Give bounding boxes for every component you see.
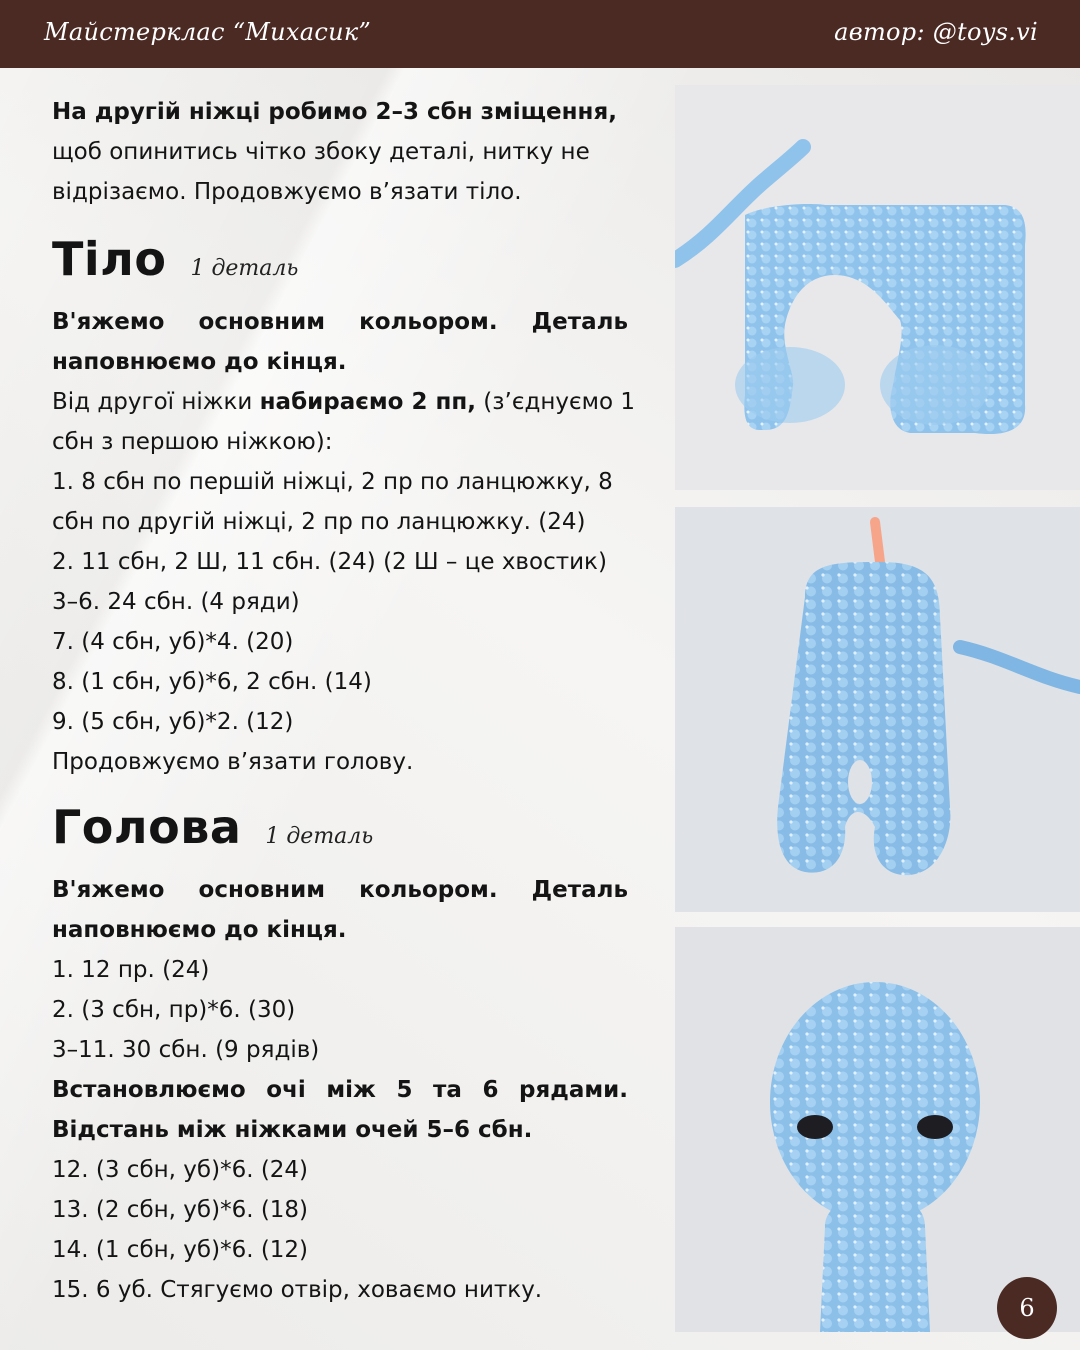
intro-line: щоб опинитись чітко збоку деталі, нитку не (52, 139, 590, 165)
page-header (0, 0, 1080, 68)
intro-bold-line: На другій ніжці робимо 2–3 сбн зміщення, (52, 99, 617, 125)
intro-line: відрізаємо. Продовжуємо в’язати тіло. (52, 179, 522, 205)
body-row: 7. (4 сбн, уб)*4. (20) (52, 629, 294, 655)
body-heading: Тіло (52, 232, 167, 286)
eyes-distance-note: Відстань між ніжками очей 5–6 сбн. (52, 1117, 533, 1143)
body-row: 3–6. 24 сбн. (4 ряди) (52, 589, 300, 615)
page-number-badge: 6 (997, 1277, 1057, 1339)
head-row: 14. (1 сбн, уб)*6. (12) (52, 1237, 309, 1263)
intro-paragraph (52, 92, 628, 212)
masterclass-title: Майстерклас “Михасик” (44, 18, 372, 46)
head-row: 12. (3 сбн, уб)*6. (24) (52, 1157, 309, 1183)
body-row: 8. (1 сбн, уб)*6, 2 сбн. (14) (52, 669, 372, 695)
head-color-note: В'яжемо основним кольором. Деталь (52, 877, 628, 903)
eyes-note: Встановлюємо очі між 5 та 6 рядами. (52, 1077, 628, 1103)
photo-body-with-tail (675, 507, 1080, 912)
head-heading-row (52, 800, 628, 870)
head-illustration (675, 927, 1080, 1332)
head-row: 1. 12 пр. (24) (52, 957, 210, 983)
instructions-column (52, 92, 635, 1310)
body-row: сбн по другій ніжці, 2 пр по ланцюжку. (24) (52, 509, 586, 535)
body-row: 1. 8 сбн по першій ніжці, 2 пр по ланцюжку, 8 (52, 469, 613, 495)
body-start-text: Від другої ніжки (52, 389, 260, 415)
head-row: 13. (2 сбн, уб)*6. (18) (52, 1197, 309, 1223)
body-heading-row (52, 232, 628, 302)
body-row: 9. (5 сбн, уб)*2. (12) (52, 709, 294, 735)
author-handle: автор: @toys.vi (834, 18, 1038, 46)
head-instructions (52, 870, 628, 1310)
legs-illustration (675, 85, 1080, 490)
body-part-count: 1 деталь (190, 256, 299, 281)
body-stuffing-note: наповнюємо до кінця. (52, 349, 347, 375)
body-row: 2. 11 сбн, 2 Ш, 11 сбн. (24) (2 Ш – це хвостик) (52, 549, 607, 575)
head-heading: Голова (52, 800, 242, 854)
body-start-line (52, 382, 635, 422)
photo-head-with-eyes (675, 927, 1080, 1332)
photo-legs-joined (675, 85, 1080, 490)
head-row: 3–11. 30 сбн. (9 рядів) (52, 1037, 320, 1063)
body-start-bold: набираємо 2 пп, (259, 389, 476, 415)
head-stuffing-note: наповнюємо до кінця. (52, 917, 347, 943)
body-row: Продовжуємо в’язати голову. (52, 749, 414, 775)
body-instructions (52, 302, 635, 782)
body-start-line: сбн з першою ніжкою): (52, 429, 333, 455)
body-color-note: В'яжемо основним кольором. Деталь (52, 309, 628, 335)
head-part-count: 1 деталь (265, 824, 374, 849)
body-start-text: (з’єднуємо 1 (476, 389, 635, 415)
head-row: 15. 6 уб. Стягуємо отвір, ховаємо нитку. (52, 1277, 543, 1303)
body-illustration (675, 507, 1080, 912)
head-row: 2. (3 сбн, пр)*6. (30) (52, 997, 296, 1023)
